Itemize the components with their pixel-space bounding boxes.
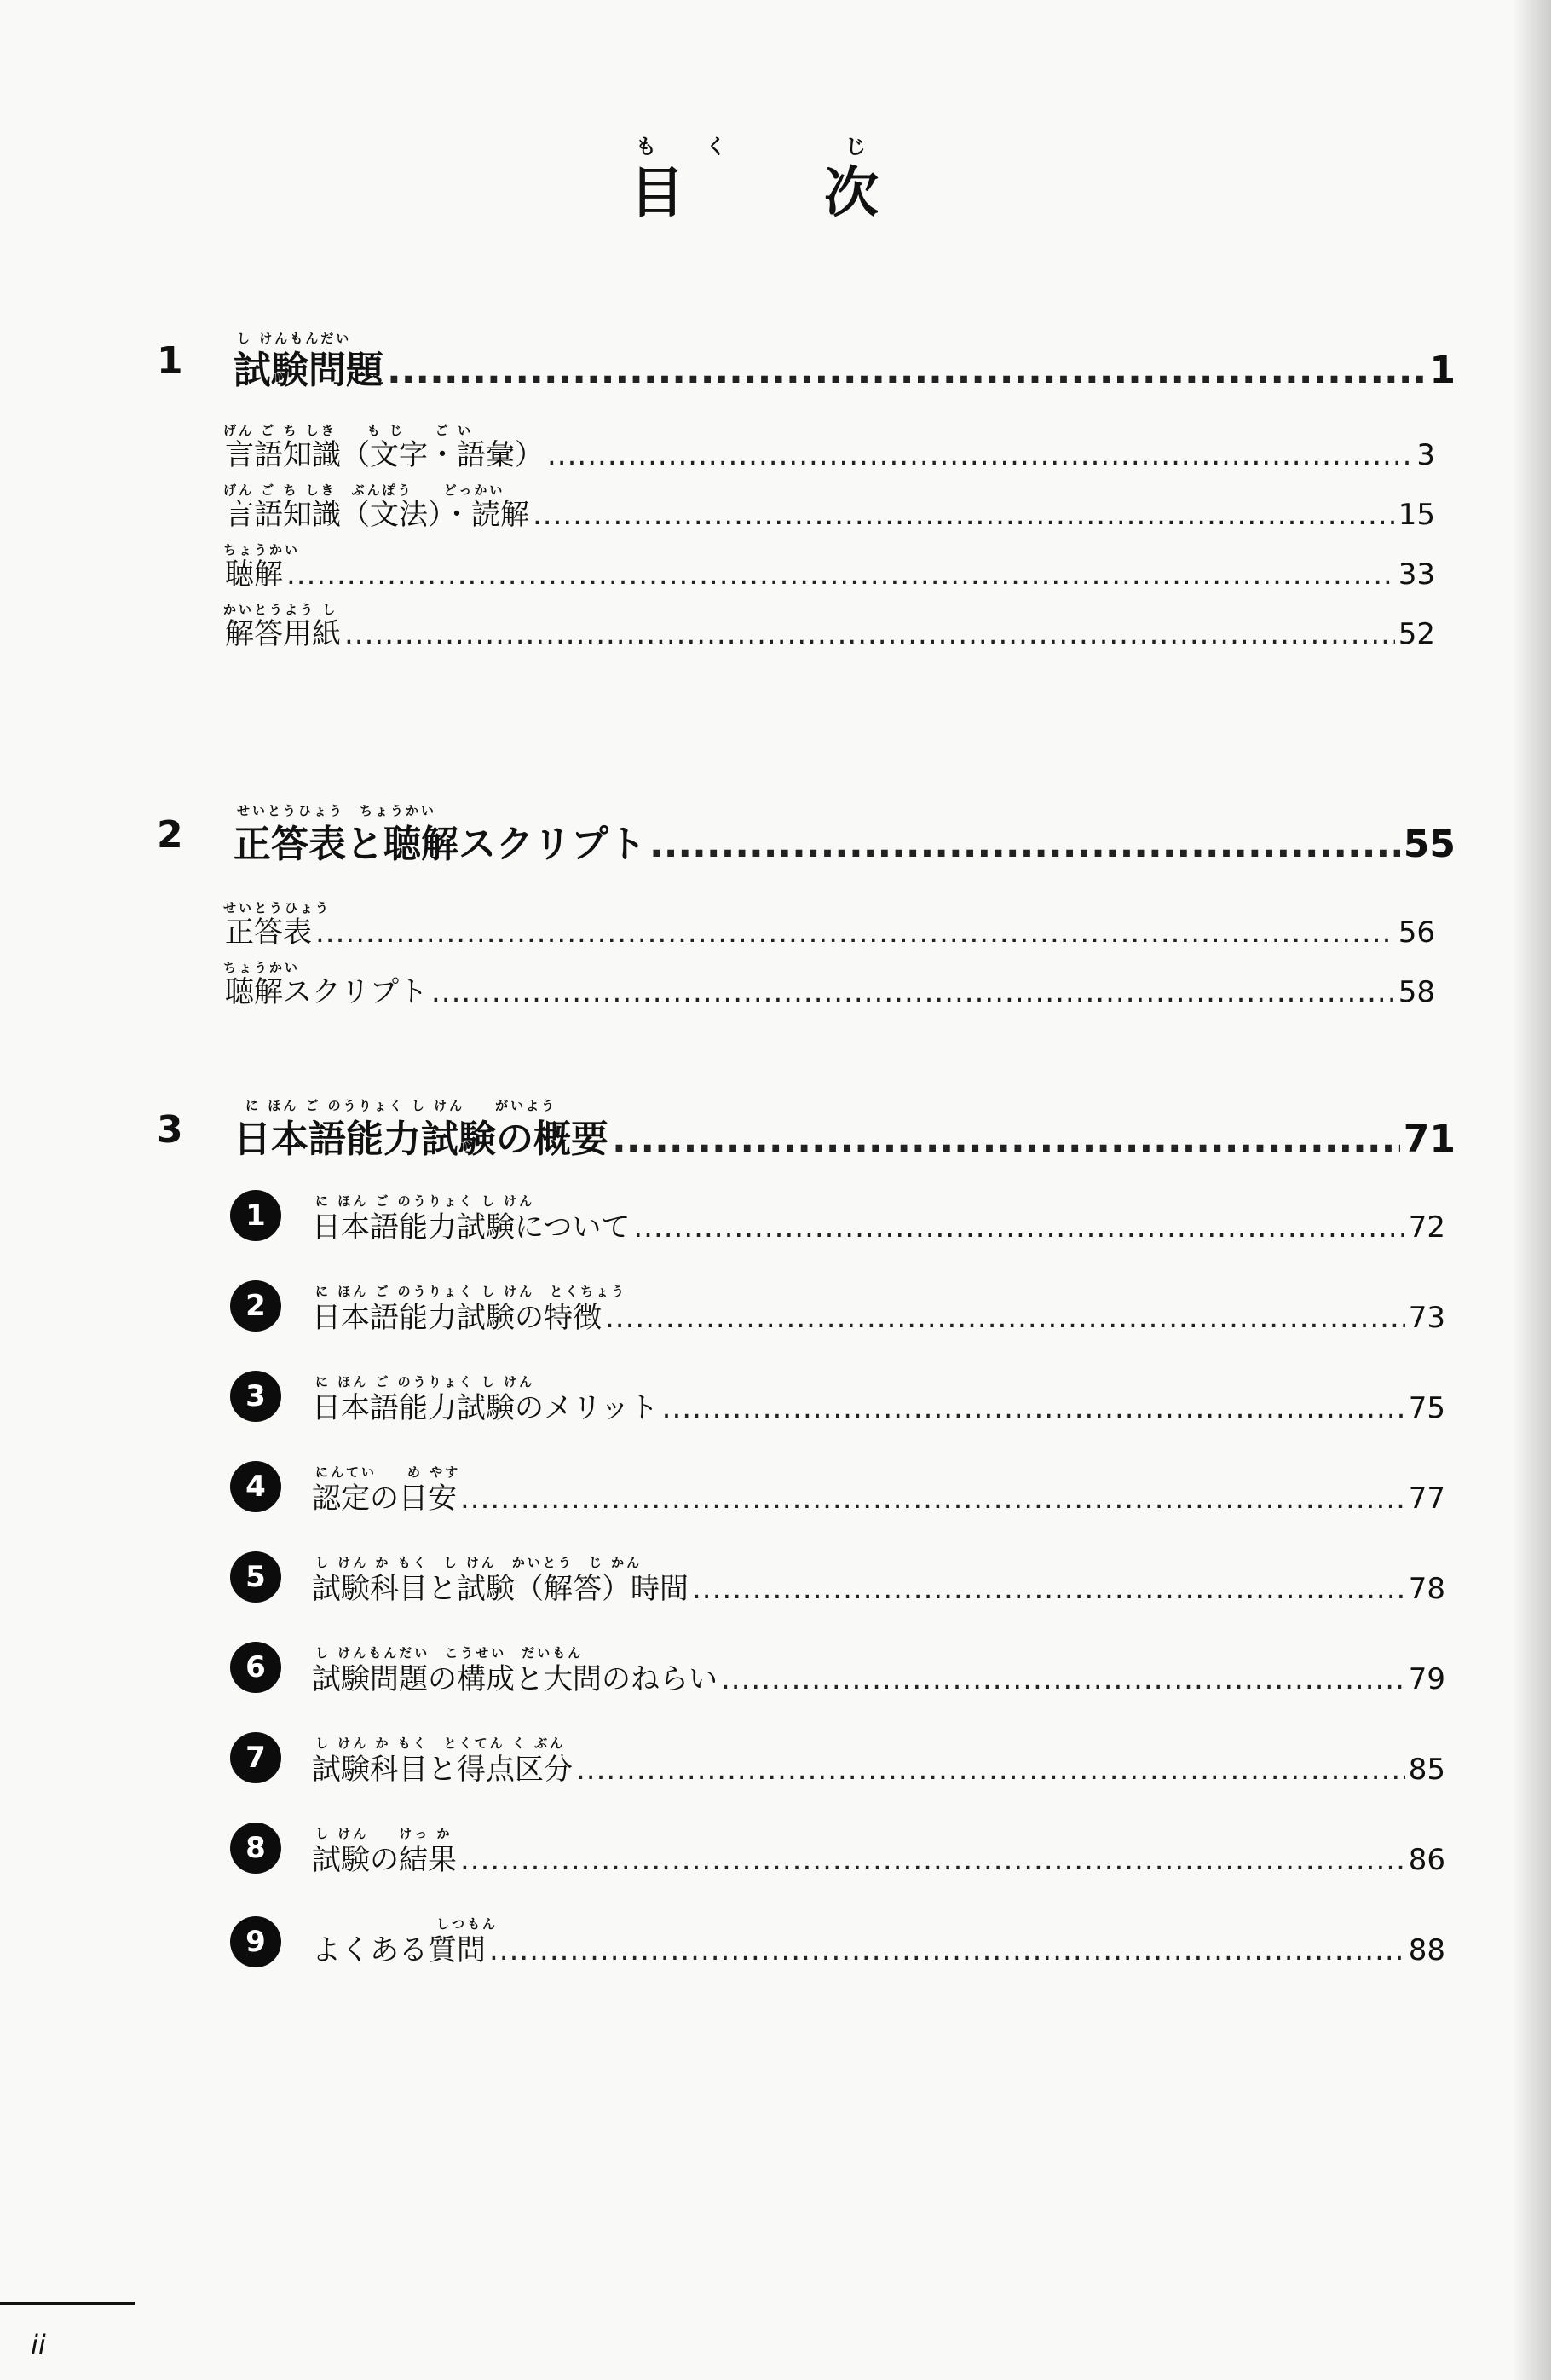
entry-page: 15 [1398,498,1435,532]
item-ruby: に ほん ご のうりょく し けん とくちょう [315,1284,627,1299]
page-title: 目 次 [630,162,921,225]
item-ruby: に ほん ご のうりょく し けん [315,1193,535,1209]
section-number: 3 [157,1108,183,1152]
number-badge: 2 [230,1280,281,1332]
entry-title: 言語知識（文字・語彙） [225,438,544,472]
dot-leader [649,823,1400,866]
section-number: 2 [157,813,183,857]
dot-leader [547,438,1413,472]
entry-ruby: ちょうかい [223,960,301,975]
dot-leader [387,349,1426,392]
number-badge: 4 [230,1461,281,1512]
item-page: 78 [1408,1572,1445,1606]
dot-leader [460,1843,1405,1877]
number-badge: 3 [230,1371,281,1422]
dot-leader [315,916,1395,950]
toc-item[interactable] [312,1204,1445,1245]
dot-leader [286,557,1395,592]
dot-leader [662,1391,1405,1425]
title-ruby: もく じ [636,135,915,159]
item-title: 日本語能力試験について [312,1210,631,1245]
section-title: 試験問題 [234,349,383,392]
toc-item[interactable] [312,1384,1445,1426]
item-title: 認定の目安 [312,1482,457,1516]
toc-item[interactable] [312,1836,1445,1878]
entry-page: 56 [1398,916,1435,950]
footer-rule [0,2302,135,2305]
item-title: 試験科目と試験（解答）時間 [312,1572,689,1606]
item-page: 77 [1408,1482,1445,1516]
item-title: 試験の結果 [312,1843,457,1877]
item-page: 88 [1408,1933,1445,1967]
entry-page: 3 [1416,438,1435,472]
item-title: 日本語能力試験のメリット [312,1391,659,1425]
scan-shadow [1512,0,1551,2380]
item-page: 72 [1408,1210,1445,1245]
item-page: 85 [1408,1753,1445,1787]
item-ruby: しつもん [436,1916,499,1932]
section-2-heading[interactable] [157,813,1456,868]
entry-title: 正答表 [225,916,312,950]
item-page: 73 [1408,1301,1445,1335]
section-page: 55 [1403,823,1456,866]
dot-leader [533,498,1395,532]
entry-page: 52 [1398,617,1435,651]
item-title: 日本語能力試験の特徴 [312,1301,602,1335]
dot-leader [633,1210,1404,1245]
item-page: 75 [1408,1391,1445,1425]
toc-entry[interactable] [225,431,1435,473]
toc-entry[interactable] [225,491,1435,533]
number-badge: 6 [230,1642,281,1693]
number-badge: 7 [230,1732,281,1783]
entry-ruby: ちょうかい [223,542,301,557]
item-title: よくある質問 [312,1933,486,1967]
toc-item[interactable] [312,1475,1445,1516]
dot-leader [692,1572,1405,1606]
number-badge: 5 [230,1551,281,1603]
section-number: 1 [157,339,183,383]
section-3-heading[interactable] [157,1108,1456,1163]
dot-leader [431,975,1395,1009]
toc-entry[interactable] [225,610,1435,652]
entry-page: 33 [1398,557,1435,592]
toc-entry[interactable] [225,909,1435,950]
entry-title: 言語知識（文法）・読解 [225,498,529,532]
entry-ruby: げん ご ち しき も じ ご い [223,423,474,438]
item-ruby: にんてい め やす [315,1464,461,1480]
dot-leader [489,1933,1405,1967]
item-ruby: し けん か もく とくてん く ぶん [315,1736,566,1751]
item-ruby: し けんもんだい こうせい だいもん [315,1645,584,1661]
number-badge: 1 [230,1190,281,1241]
toc-item[interactable] [312,1746,1445,1788]
toc-item[interactable] [312,1565,1445,1607]
section-1-ruby: し けんもんだい [237,331,352,346]
section-1-heading[interactable] [157,339,1456,394]
entry-title: 聴解 [225,557,283,592]
dot-leader [344,617,1395,651]
toc-entry[interactable] [225,551,1435,592]
dot-leader [605,1301,1405,1335]
item-page: 86 [1408,1843,1445,1877]
dot-leader [460,1482,1405,1516]
section-title: 日本語能力試験の概要 [234,1118,608,1161]
entry-title: 聴解スクリプト [225,975,428,1009]
dot-leader [612,1118,1400,1161]
dot-leader [721,1662,1405,1696]
page-number: ii [31,2329,46,2361]
toc-item[interactable] [312,1655,1445,1697]
toc-item[interactable] [312,1294,1445,1336]
item-title: 試験問題の構成と大問のねらい [312,1662,718,1696]
toc-entry[interactable] [225,968,1435,1010]
section-page: 71 [1403,1118,1456,1161]
item-page: 79 [1408,1662,1445,1696]
dot-leader [576,1753,1405,1787]
section-title: 正答表と聴解スクリプト [234,823,646,866]
entry-page: 58 [1398,975,1435,1009]
number-badge: 8 [230,1823,281,1874]
section-2-ruby: せいとうひょう ちょうかい [237,803,437,818]
item-ruby: し けん けっ か [315,1826,453,1841]
section-page: 1 [1429,349,1456,392]
entry-ruby: かいとうよう し [223,602,338,617]
section-3-ruby: に ほん ご のうりょく し けん がいよう [245,1098,557,1113]
toc-item[interactable] [312,1927,1445,1968]
item-title: 試験科目と得点区分 [312,1753,573,1787]
entry-ruby: せいとうひょう [223,900,332,916]
entry-ruby: げん ご ち しき ぶんぽう どっかい [223,482,505,498]
item-ruby: し けん か もく し けん かいとう じ かん [315,1555,643,1570]
item-ruby: に ほん ご のうりょく し けん [315,1374,535,1389]
entry-title: 解答用紙 [225,617,341,651]
number-badge: 9 [230,1916,281,1967]
